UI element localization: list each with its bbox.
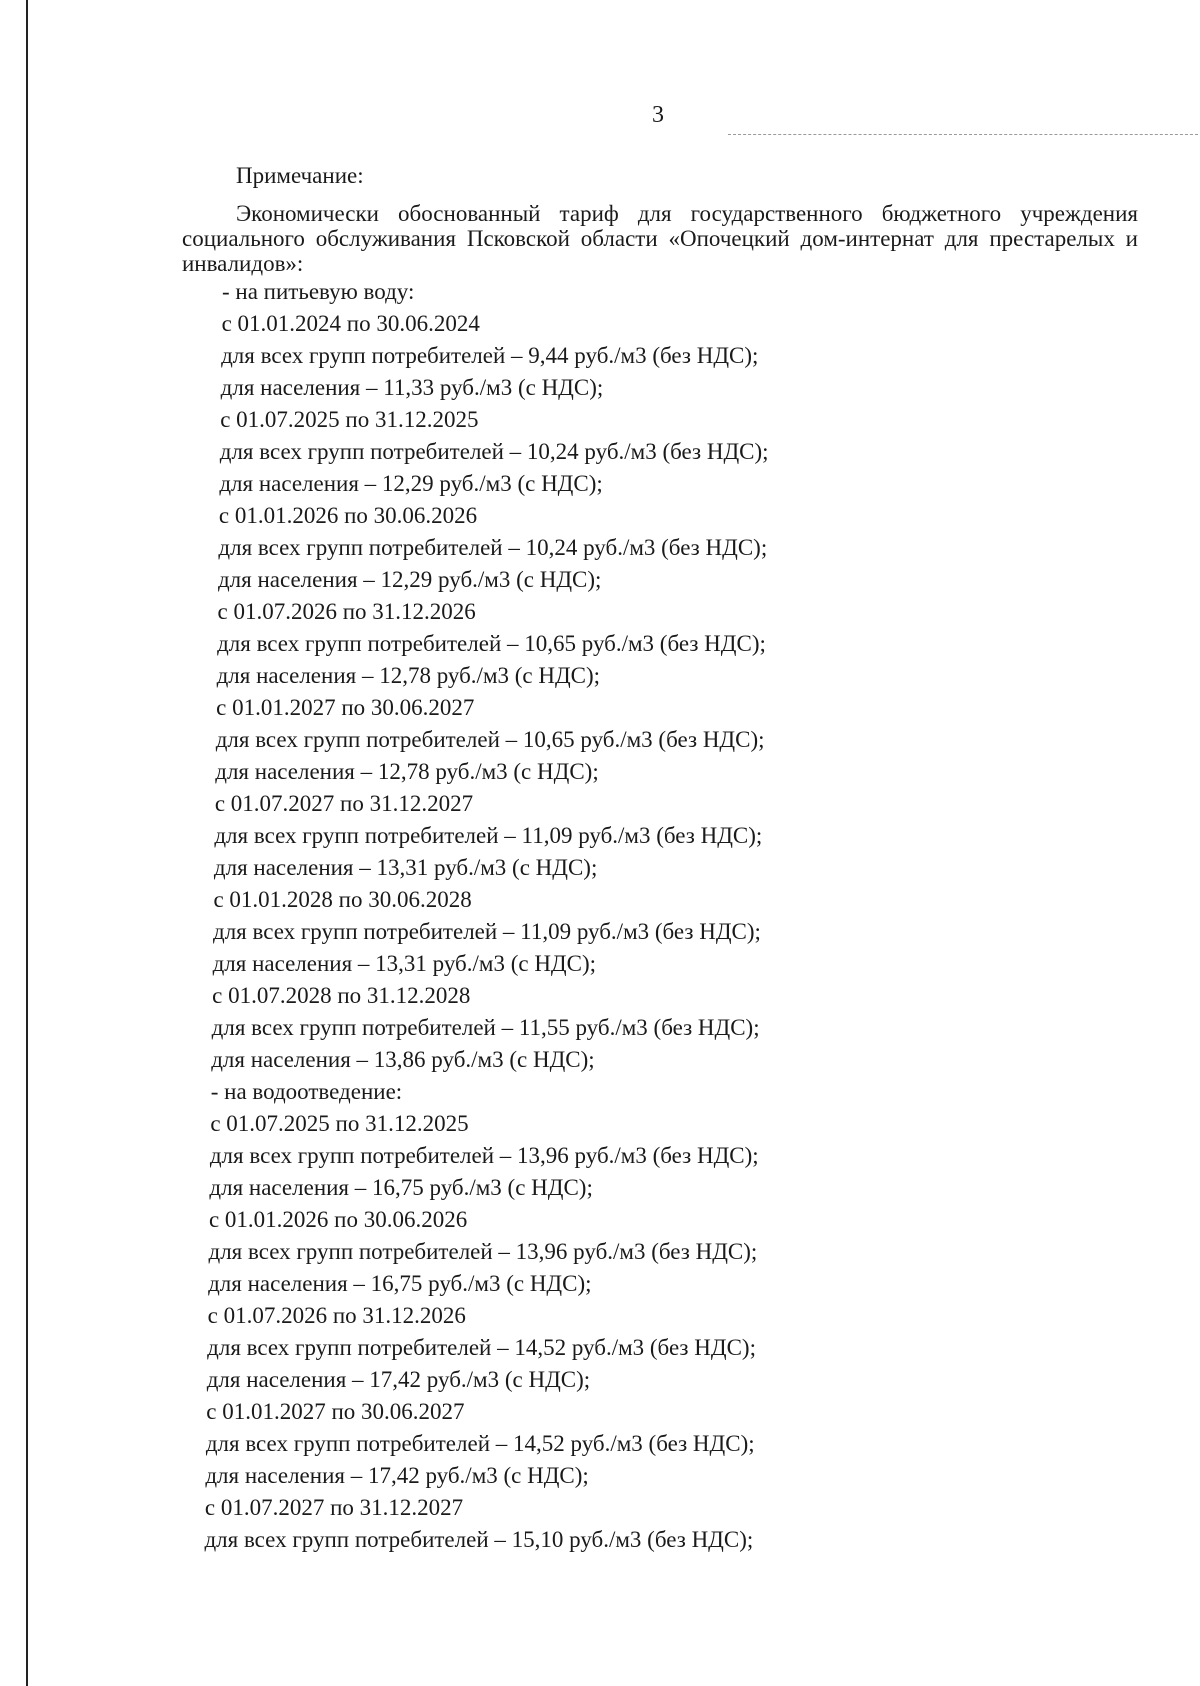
tariff-line: для населения – 13,31 руб./м3 (с НДС); — [213, 855, 598, 880]
tariff-line: для всех групп потребителей – 14,52 руб./м3 (без НДС); — [207, 1335, 756, 1360]
tariff-line: с 01.01.2026 по 30.06.2026 — [208, 1207, 468, 1232]
tariff-line: - на водоотведение: — [210, 1079, 403, 1104]
tariff-line: с 01.07.2025 по 31.12.2025 — [220, 407, 479, 432]
page-number: 3 — [652, 102, 664, 128]
tariff-line: для населения – 17,42 руб./м3 (с НДС); — [205, 1463, 589, 1488]
tariff-line: с 01.01.2027 по 30.06.2027 — [206, 1399, 465, 1424]
tariff-line: для всех групп потребителей – 11,09 руб./м3 (без НДС); — [214, 823, 763, 848]
tariff-line: с 01.01.2027 по 30.06.2027 — [216, 695, 475, 720]
tariff-line: - на питьевую воду: — [222, 279, 415, 304]
tariff-line: для всех групп потребителей – 13,96 руб./м3 (без НДС); — [209, 1143, 759, 1168]
tariff-line: для всех групп потребителей – 14,52 руб./м3 (без НДС); — [205, 1431, 755, 1456]
scan-dotted-line — [728, 134, 1198, 135]
tariff-line: для всех групп потребителей – 13,96 руб./м3 (без НДС); — [208, 1239, 758, 1264]
intro-paragraph: Экономически обоснованный тариф для государственного бюджетного учреждения социального обслуживания Псковской области «Опочецкий дом-интернат для престарелых и инвалидов»: — [182, 201, 1138, 276]
tariff-line: для населения – 12,29 руб./м3 (с НДС); — [219, 471, 603, 496]
tariff-line: с 01.07.2026 по 31.12.2026 — [207, 1303, 466, 1328]
tariff-line: с 01.07.2027 по 31.12.2027 — [204, 1495, 464, 1520]
tariff-line: для населения – 16,75 руб./м3 (с НДС); — [209, 1175, 593, 1200]
tariff-line: для населения – 16,75 руб./м3 (с НДС); — [208, 1271, 592, 1296]
tariff-line: для населения – 17,42 руб./м3 (с НДС); — [206, 1367, 591, 1392]
tariff-line: с 01.01.2024 по 30.06.2024 — [221, 311, 480, 336]
tariff-line: для населения – 12,78 руб./м3 (с НДС); — [215, 759, 599, 784]
tariff-line: для всех групп потребителей – 15,10 руб./м3 (без НДС); — [204, 1527, 754, 1552]
tariff-line: для населения – 11,33 руб./м3 (с НДС); — [220, 375, 604, 400]
tariff-line: для всех групп потребителей – 10,24 руб./м3 (без НДС); — [219, 439, 769, 464]
tariff-line: с 01.07.2025 по 31.12.2025 — [210, 1111, 469, 1136]
tariff-line: с 01.07.2026 по 31.12.2026 — [217, 599, 476, 624]
tariff-line: для населения – 12,78 руб./м3 (с НДС); — [216, 663, 601, 688]
note-title: Примечание: — [236, 163, 364, 188]
tariff-line: для населения – 13,86 руб./м3 (с НДС); — [211, 1047, 595, 1072]
tariff-line: с 01.07.2028 по 31.12.2028 — [212, 983, 471, 1008]
tariff-lines — [204, 276, 1122, 1556]
tariff-line: для населения – 13,31 руб./м3 (с НДС); — [212, 951, 597, 976]
tariff-line: с 01.01.2026 по 30.06.2026 — [218, 503, 478, 528]
tariff-line: для всех групп потребителей – 9,44 руб./м3 (без НДС); — [221, 343, 759, 368]
tariff-line: для всех групп потребителей – 10,65 руб./м3 (без НДС); — [215, 727, 765, 752]
tariff-line: с 01.07.2027 по 31.12.2027 — [214, 791, 474, 816]
tariff-line: для всех групп потребителей – 11,55 руб./м3 (без НДС); — [211, 1015, 760, 1040]
tariff-line: для всех групп потребителей – 11,09 руб./м3 (без НДС); — [213, 919, 761, 944]
tariff-line: для всех групп потребителей – 10,24 руб./м3 (без НДС); — [218, 535, 768, 560]
tariff-line: с 01.01.2028 по 30.06.2028 — [213, 887, 472, 912]
tariff-line: для всех групп потребителей – 10,65 руб./м3 (без НДС); — [217, 631, 766, 656]
tariff-line: для населения – 12,29 руб./м3 (с НДС); — [217, 567, 602, 592]
scan-edge-line — [26, 0, 28, 1686]
